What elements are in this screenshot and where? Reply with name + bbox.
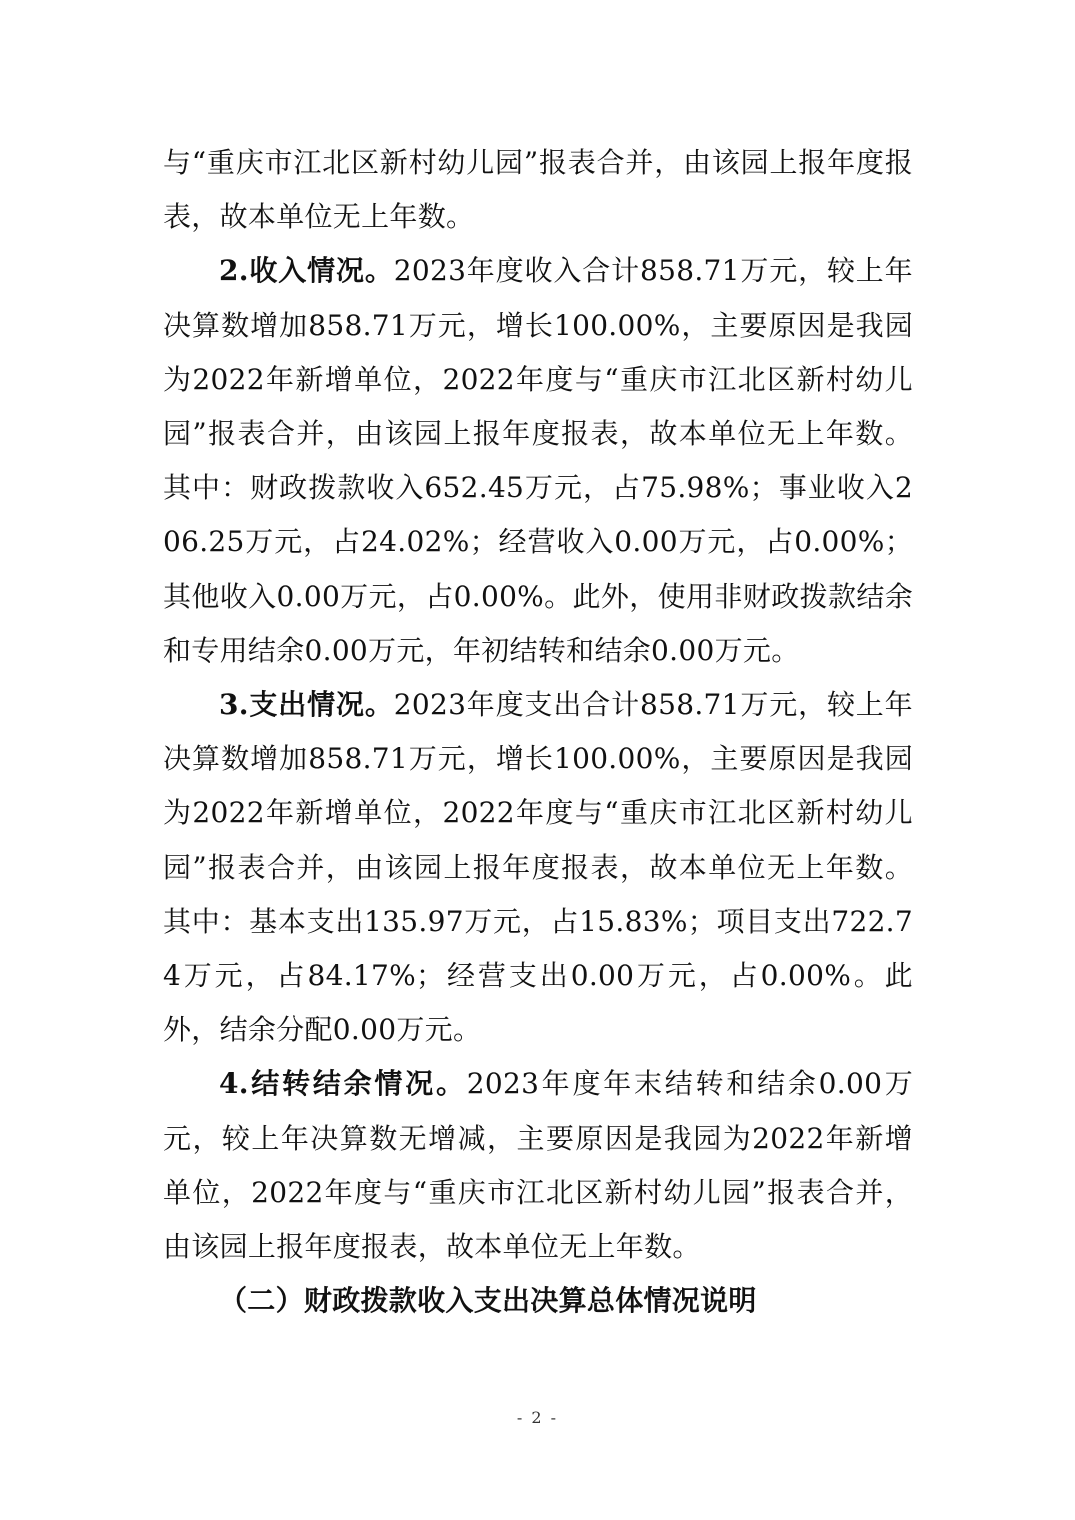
- document-body: [163, 136, 913, 1328]
- paragraph-continuation: [163, 136, 913, 244]
- paragraph-text: 与“重庆市江北区新村幼儿园”报表合并，由该园上报年度报表，故本单位无上年数。: [163, 146, 913, 234]
- paragraph-lead: 3.支出情况。: [219, 688, 394, 722]
- paragraph-income: [163, 244, 913, 678]
- paragraph-text: 2023年度年末结转和结余0.00万元，较上年决算数无增减，主要原因是我园为2022年新增单位，2022年度与“重庆市江北区新村幼儿园”报表合并，由该园上报年度报表，故本单位无上年数。: [163, 1067, 913, 1264]
- page-number: - 2 -: [516, 1408, 559, 1427]
- section-heading: （二）财政拨款收入支出决算总体情况说明: [219, 1284, 757, 1318]
- paragraph-carryover: [163, 1057, 913, 1274]
- paragraph-text: 2023年度支出合计858.71万元，较上年决算数增加858.71万元，增长100.00%，主要原因是我园为2022年新增单位，2022年度与“重庆市江北区新村幼儿园”报表合并，由该园上报年度报表，故本单位无上年数。其中：基本支出135.97万元，占15.83%；项目支出722.74万元，占84.17%；经营支出0.00万元，占0.00%。此外，结余分配0.00万元。: [163, 688, 913, 1047]
- paragraph-expenditure: [163, 678, 913, 1057]
- paragraph-lead: 4.结转结余情况。: [219, 1067, 467, 1101]
- paragraph-text: 2023年度收入合计858.71万元，较上年决算数增加858.71万元，增长100.00%，主要原因是我园为2022年新增单位，2022年度与“重庆市江北区新村幼儿园”报表合并，由该园上报年度报表，故本单位无上年数。其中：财政拨款收入652.45万元，占75.98%；事业收入206.25万元，占24.02%；经营收入0.00万元，占0.00%；其他收入0.00万元，占0.00%。此外，使用非财政拨款结余和专用结余0.00万元，年初结转和结余0.00万元。: [163, 254, 913, 667]
- paragraph-lead: 2.收入情况。: [219, 254, 394, 288]
